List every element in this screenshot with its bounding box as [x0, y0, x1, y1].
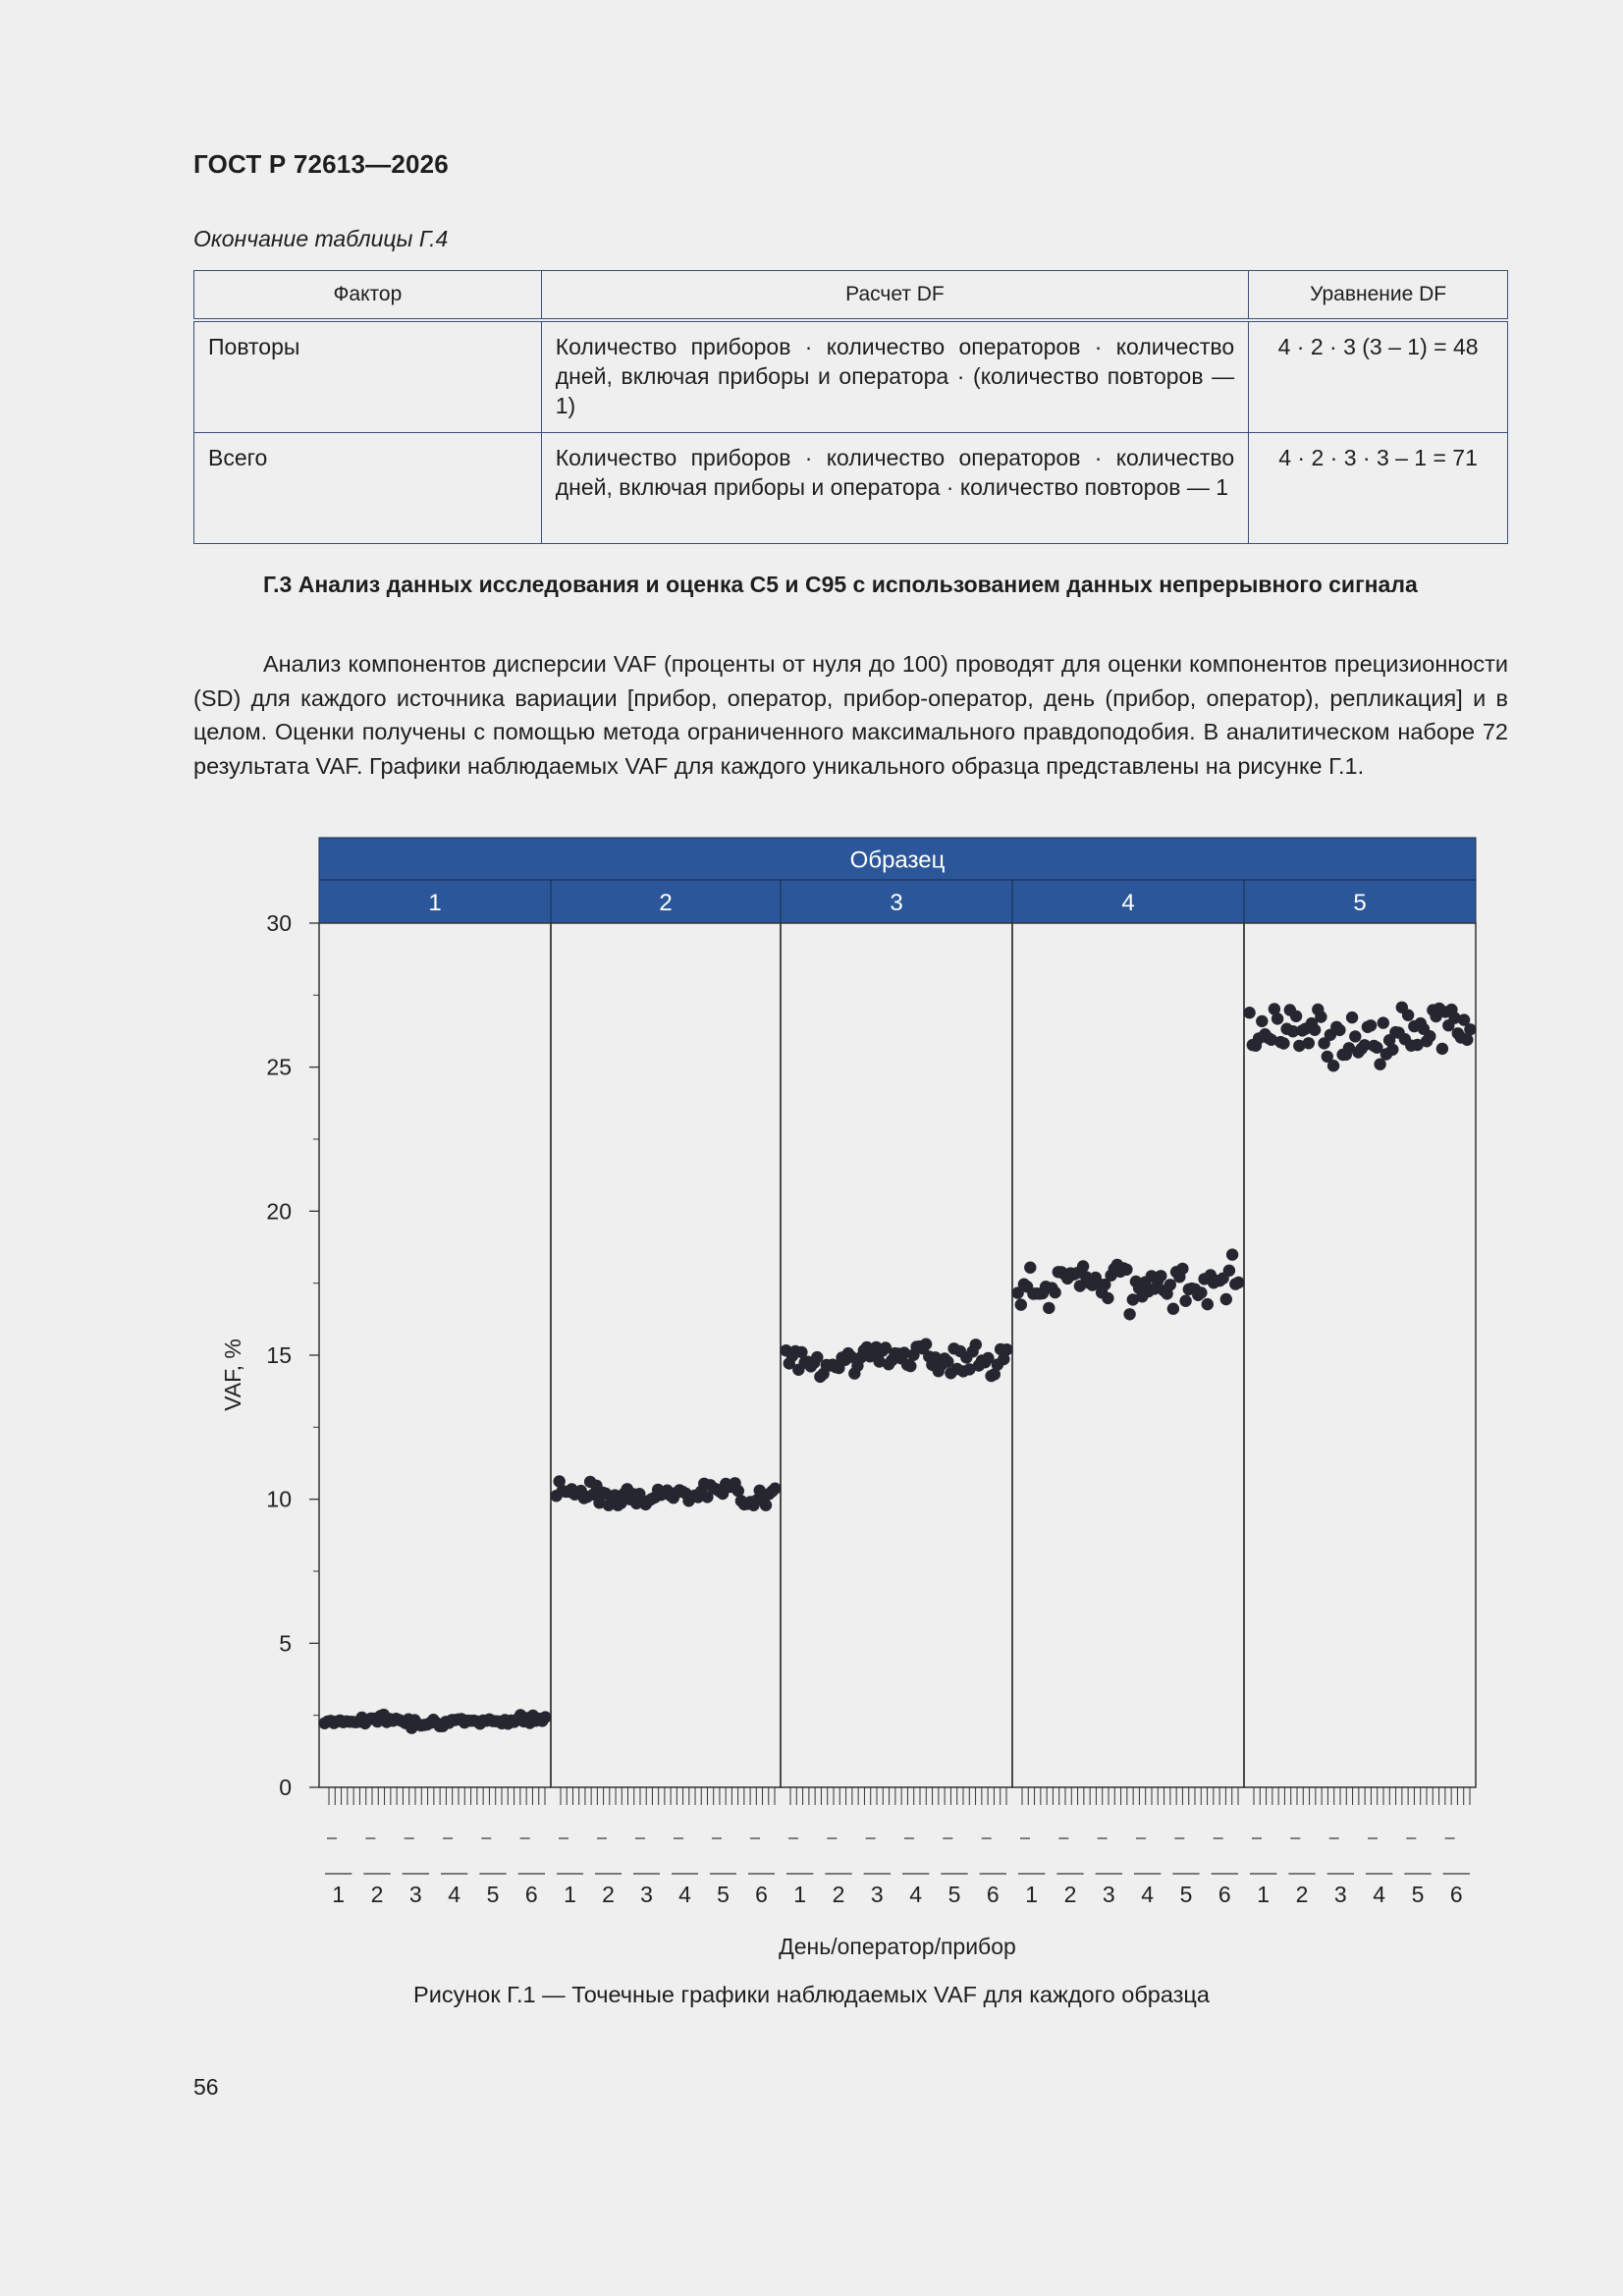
x-tick-label: 3	[870, 1882, 884, 1907]
data-point	[1436, 1043, 1448, 1055]
x-tick-label: 3	[640, 1882, 653, 1907]
panel-label: 4	[1121, 890, 1135, 916]
x-tick-label: 4	[448, 1882, 461, 1907]
cell-factor: Повторы	[194, 320, 542, 433]
data-point	[1333, 1024, 1345, 1036]
data-point	[1243, 1007, 1255, 1018]
data-point	[1290, 1011, 1302, 1022]
data-point	[1226, 1248, 1238, 1260]
header-df-calc: Расчет DF	[541, 271, 1248, 321]
x-tick-label: 1	[564, 1882, 576, 1907]
x-tick-label: 2	[1063, 1882, 1077, 1907]
data-point	[1102, 1292, 1113, 1304]
data-point	[970, 1339, 982, 1350]
data-point	[769, 1483, 781, 1495]
data-point	[1167, 1303, 1179, 1315]
panel-frame	[319, 923, 551, 1787]
x-tick-label: 4	[1141, 1882, 1155, 1907]
panel-frame	[551, 923, 781, 1787]
x-tick-label: 6	[1449, 1882, 1463, 1907]
data-point	[1365, 1019, 1377, 1031]
data-point	[1315, 1011, 1326, 1022]
x-tick-label: 6	[755, 1882, 768, 1907]
x-tick-label: 5	[717, 1882, 730, 1907]
data-point	[1402, 1010, 1414, 1021]
data-point	[1327, 1060, 1339, 1071]
x-tick-label: 5	[486, 1882, 500, 1907]
x-tick-label: 6	[1217, 1882, 1231, 1907]
x-tick-label: 2	[832, 1882, 845, 1907]
data-point	[1155, 1270, 1166, 1282]
x-tick-label: 3	[408, 1882, 422, 1907]
cell-equation: 4 · 2 · 3 (3 – 1) = 48	[1249, 320, 1508, 433]
data-point	[1378, 1016, 1389, 1028]
data-point	[1349, 1030, 1361, 1042]
y-tick-label: 10	[266, 1486, 292, 1512]
x-tick-label: 1	[1257, 1882, 1271, 1907]
x-tick-label: 2	[370, 1882, 384, 1907]
x-tick-label: 5	[1411, 1882, 1425, 1907]
y-axis-label: VAF, %	[220, 1339, 245, 1411]
cell-calc: Количество приборов · количество операторов · количество дней, включая приборы и оператора · (количество повторов — 1)	[541, 320, 1248, 433]
data-point	[1424, 1030, 1435, 1042]
x-tick-label: 1	[332, 1882, 346, 1907]
facet-header-label: Образец	[849, 847, 946, 874]
panel-label: 2	[659, 890, 673, 916]
data-point	[1277, 1037, 1289, 1049]
header-factor: Фактор	[194, 271, 542, 321]
header-df-equation: Уравнение DF	[1249, 271, 1508, 321]
data-point	[1223, 1265, 1235, 1277]
x-tick-label: 3	[1102, 1882, 1115, 1907]
x-axis-label: День/оператор/прибор	[779, 1934, 1016, 1959]
document-code: ГОСТ Р 72613—2026	[193, 149, 449, 179]
panel-label: 3	[890, 890, 903, 916]
x-tick-label: 2	[1295, 1882, 1309, 1907]
data-point	[904, 1360, 916, 1372]
x-tick-label: 4	[909, 1882, 923, 1907]
data-point	[1049, 1286, 1060, 1298]
data-point	[1271, 1012, 1283, 1024]
panel-label: 5	[1353, 890, 1367, 916]
section-heading: Г.3 Анализ данных исследования и оценка C5 и C95 с использованием данных непрерывного сигнала	[263, 572, 1418, 597]
paragraph-text: Анализ компонентов дисперсии VAF (проценты от нуля до 100) проводят для оценки компонентов прецизионности (SD) для каждого источника вариации [прибор, оператор, прибор-оператор, день (прибор, оператор), репликация] и в целом. Оценки получены с помощью метода ограниченного максимального правдоподобия. В аналитическом наборе 72 результата VAF. Графики наблюдаемых VAF для каждого уникального образца представлены на рисунке Г.1.	[193, 651, 1508, 779]
data-point	[1164, 1279, 1176, 1290]
data-point	[1464, 1023, 1476, 1035]
y-tick-label: 15	[266, 1342, 292, 1368]
x-tick-label: 5	[1179, 1882, 1193, 1907]
data-point	[1256, 1015, 1268, 1027]
data-point	[539, 1711, 551, 1722]
x-tick-label: 3	[1333, 1882, 1347, 1907]
data-point	[1001, 1343, 1012, 1355]
page-number: 56	[193, 2074, 219, 2100]
data-point	[1386, 1044, 1398, 1056]
x-tick-label: 1	[1025, 1882, 1039, 1907]
data-point	[1346, 1011, 1358, 1023]
figure-caption: Рисунок Г.1 — Точечные графики наблюдаемых VAF для каждого образца	[413, 1982, 1210, 2007]
y-tick-label: 5	[279, 1630, 292, 1657]
data-point	[1461, 1034, 1473, 1046]
data-point	[1202, 1298, 1214, 1310]
data-point	[1220, 1293, 1232, 1305]
data-point	[1123, 1308, 1135, 1320]
panel-frame	[1012, 923, 1244, 1787]
data-point	[920, 1339, 932, 1350]
x-tick-label: 1	[793, 1882, 807, 1907]
data-point	[1303, 1037, 1315, 1049]
x-tick-label: 5	[947, 1882, 961, 1907]
cell-calc: Количество приборов · количество операторов · количество дней, включая приборы и оператора · количество повторов — 1	[541, 433, 1248, 544]
cell-factor: Всего	[194, 433, 542, 544]
x-tick-label: 2	[602, 1882, 615, 1907]
data-point	[1176, 1263, 1188, 1275]
data-point	[1043, 1302, 1055, 1314]
data-point	[1195, 1286, 1207, 1298]
data-point	[760, 1500, 772, 1511]
data-point	[1309, 1024, 1321, 1036]
y-tick-label: 30	[266, 910, 292, 936]
data-point	[1015, 1298, 1027, 1310]
table-caption: Окончание таблицы Г.4	[193, 226, 449, 251]
data-point	[1232, 1277, 1244, 1288]
y-tick-label: 0	[279, 1775, 292, 1800]
y-tick-label: 25	[266, 1054, 292, 1080]
data-point	[1024, 1262, 1036, 1274]
data-point	[1077, 1260, 1089, 1272]
panel-label: 1	[428, 890, 442, 916]
y-tick-label: 20	[266, 1198, 292, 1225]
x-tick-label: 6	[524, 1882, 538, 1907]
cell-equation: 4 · 2 · 3 · 3 – 1 = 71	[1249, 433, 1508, 544]
x-tick-label: 4	[678, 1882, 691, 1907]
x-tick-label: 6	[986, 1882, 1000, 1907]
data-point	[811, 1351, 823, 1363]
x-tick-label: 4	[1373, 1882, 1386, 1907]
data-point	[1179, 1295, 1191, 1307]
data-point	[1120, 1264, 1132, 1276]
